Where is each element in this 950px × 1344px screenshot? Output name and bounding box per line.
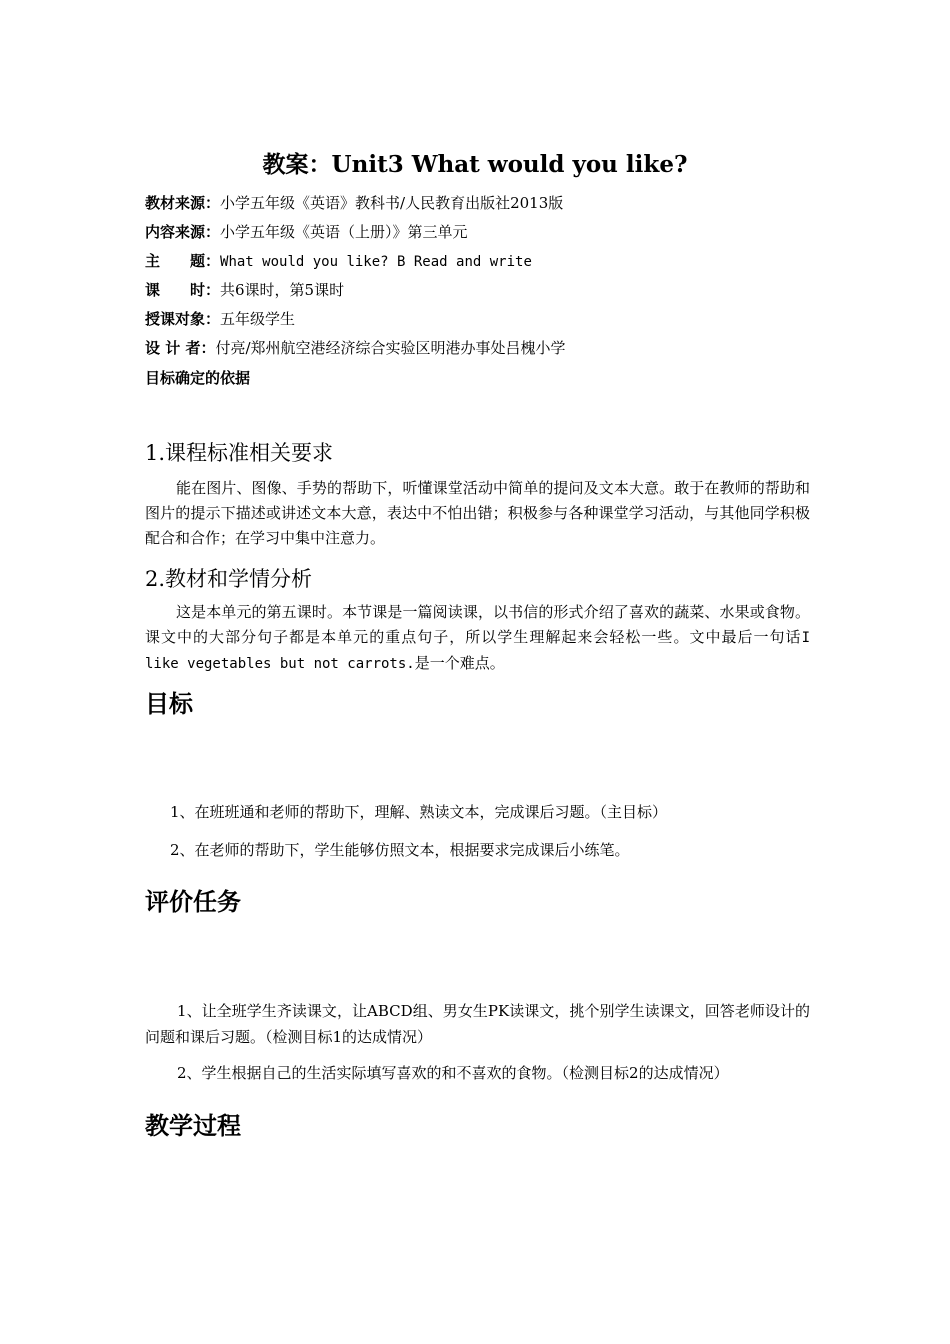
meta-period-label: 课 时：: [145, 281, 221, 299]
meta-period-value: 共6课时，第5课时: [220, 281, 345, 299]
page-title: 教案：Unit3 What would you like?: [262, 151, 688, 178]
goals-heading: 目标: [145, 690, 193, 718]
section2-body-b: 是一个难点。: [414, 654, 505, 672]
assessment-heading: 评价任务: [145, 888, 241, 916]
meta-designer-value: 付亮/郑州航空港经济综合实验区明港办事处吕槐小学: [215, 339, 566, 357]
meta-content: [145, 222, 468, 242]
section1-body: 能在图片、图像、手势的帮助下，听懂课堂活动中简单的提问及文本大意。敢于在教师的帮助和图片的提示下描述或讲述文本大意，表达中不怕出错；积极参与各种课堂学习活动，与其他同学积极配合和合作；在学习中集中注意力。: [145, 479, 810, 547]
meta-period: [145, 280, 344, 300]
meta-basis-label: 目标确定的依据: [145, 369, 251, 387]
meta-audience-value: 五年级学生: [220, 310, 296, 328]
assessment-item-1: 1、让全班学生齐读课文，让ABCD组、男女生PK读课文，挑个别学生读课文，回答老师设计的问题和课后习题。（检测目标1的达成情况）: [145, 1002, 810, 1046]
section2-body-mono: I like vegetables but not carrots.: [145, 630, 810, 672]
goal-item-1: 1、在班班通和老师的帮助下，理解、熟读文本，完成课后习题。（主目标）: [170, 803, 668, 821]
meta-source-value: 小学五年级《英语》教科书/人民教育出版社2013版: [220, 194, 564, 212]
section2-body-a: 这是本单元的第五课时。本节课是一篇阅读课，以书信的形式介绍了喜欢的蔬菜、水果或食物。课文中的大部分句子都是本单元的重点句子，所以学生理解起来会轻松一些。文中最后一句话: [145, 603, 810, 646]
process-heading: 教学过程: [145, 1112, 241, 1140]
meta-basis: [145, 368, 250, 388]
section1-heading: 1.课程标准相关要求: [145, 441, 334, 465]
meta-topic-value: What would you like? B Read and write: [220, 254, 532, 270]
meta-topic-label: 主 题：: [145, 252, 221, 270]
section2-body: [145, 600, 810, 677]
meta-topic: [145, 251, 532, 272]
meta-designer: [145, 338, 566, 358]
assessment-item-2: 2、学生根据自己的生活实际填写喜欢的和不喜欢的食物。（检测目标2的达成情况）: [177, 1064, 729, 1082]
meta-content-value: 小学五年级《英语（上册）》第三单元: [220, 223, 468, 241]
meta-designer-label: 设 计 者：: [145, 339, 216, 357]
meta-source-label: 教材来源：: [145, 194, 221, 212]
meta-audience: [145, 309, 295, 329]
meta-content-label: 内容来源：: [145, 223, 221, 241]
meta-audience-label: 授课对象：: [145, 310, 221, 328]
meta-source: [145, 193, 563, 213]
goal-item-2: 2、在老师的帮助下，学生能够仿照文本，根据要求完成课后小练笔。: [170, 841, 630, 859]
section2-heading: 2.教材和学情分析: [145, 567, 313, 591]
